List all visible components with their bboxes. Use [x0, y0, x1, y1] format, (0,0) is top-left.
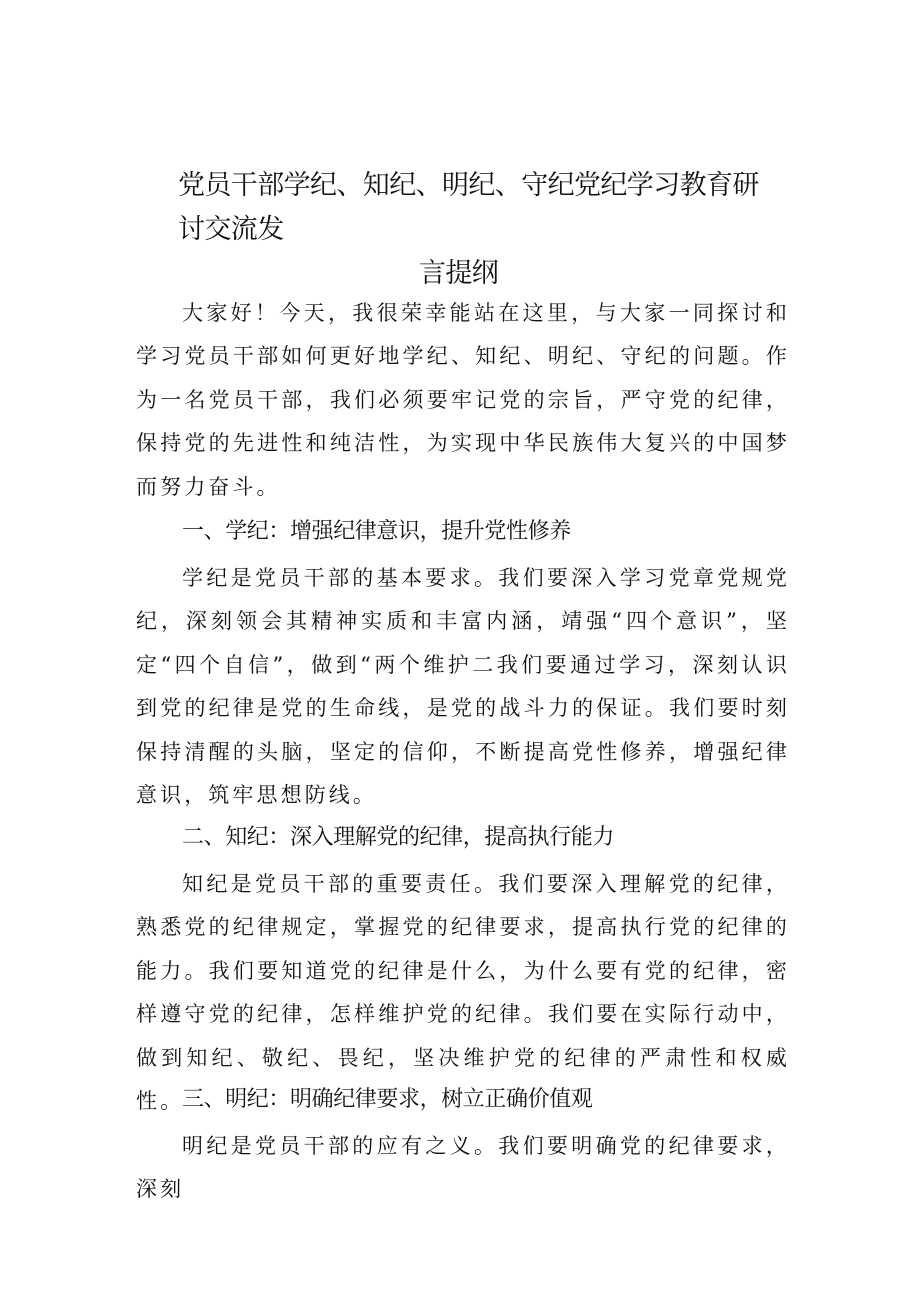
- document-title-line1: 党员干部学纪、知纪、明纪、守纪党纪学习教育研讨交流发: [178, 170, 759, 245]
- section-heading-know-discipline: 二、知纪：深入理解党的纪律，提高执行能力: [182, 825, 615, 850]
- section-paragraph-clarify-discipline: 明纪是党员干部的应有之义。我们要明确党的纪律要求，深刻: [136, 1134, 790, 1202]
- section-heading-clarify-discipline: 三、明纪：明确纪律要求，树立正确价值观: [182, 1087, 593, 1112]
- section-paragraph-know-discipline: 知纪是党员干部的重要责任。我们要深入理解党的纪律，熟悉党的纪律规定，掌握党的纪律要求，提高执行党的纪律的能力。我们要知道党的纪律是什么，为什么要有党的纪律，密样遵守党的纪律，怎样维护党的纪律。我们要在实际行动中，做到知纪、敬纪、畏纪，坚决维护党的纪律的严肃性和权威性。: [136, 872, 790, 1114]
- document-title: [178, 164, 778, 296]
- section-heading-learn-discipline: 一、学纪：增强纪律意识，提升党性修养: [182, 519, 571, 544]
- document-title-line2: 言提纲: [419, 258, 499, 289]
- section-paragraph-learn-discipline: 学纪是党员干部的基本要求。我们要深入学习党章党规党纪，深刻领会其精神实质和丰富内涵，靖强“四个意识”，坚定“四个自信”，做到“两个维护二我们要通过学习，深刻认识到党的纪律是党的生命线，是党的战斗力的保证。我们要时刻保持清醒的头脑，坚定的信仰，不断提高党性修养，增强纪律意识，筑牢思想防线。: [136, 566, 790, 808]
- intro-paragraph: 大家好！今天，我很荣幸能站在这里，与大家一同探讨和学习党员干部如何更好地学纪、知纪、明纪、守纪的问题。作为一名党员干部，我们必须要牢记党的宗旨，严守党的纪律，保持党的先进性和纯洁性，为实现中华民族伟大复兴的中国梦而努力奋斗。: [136, 301, 790, 499]
